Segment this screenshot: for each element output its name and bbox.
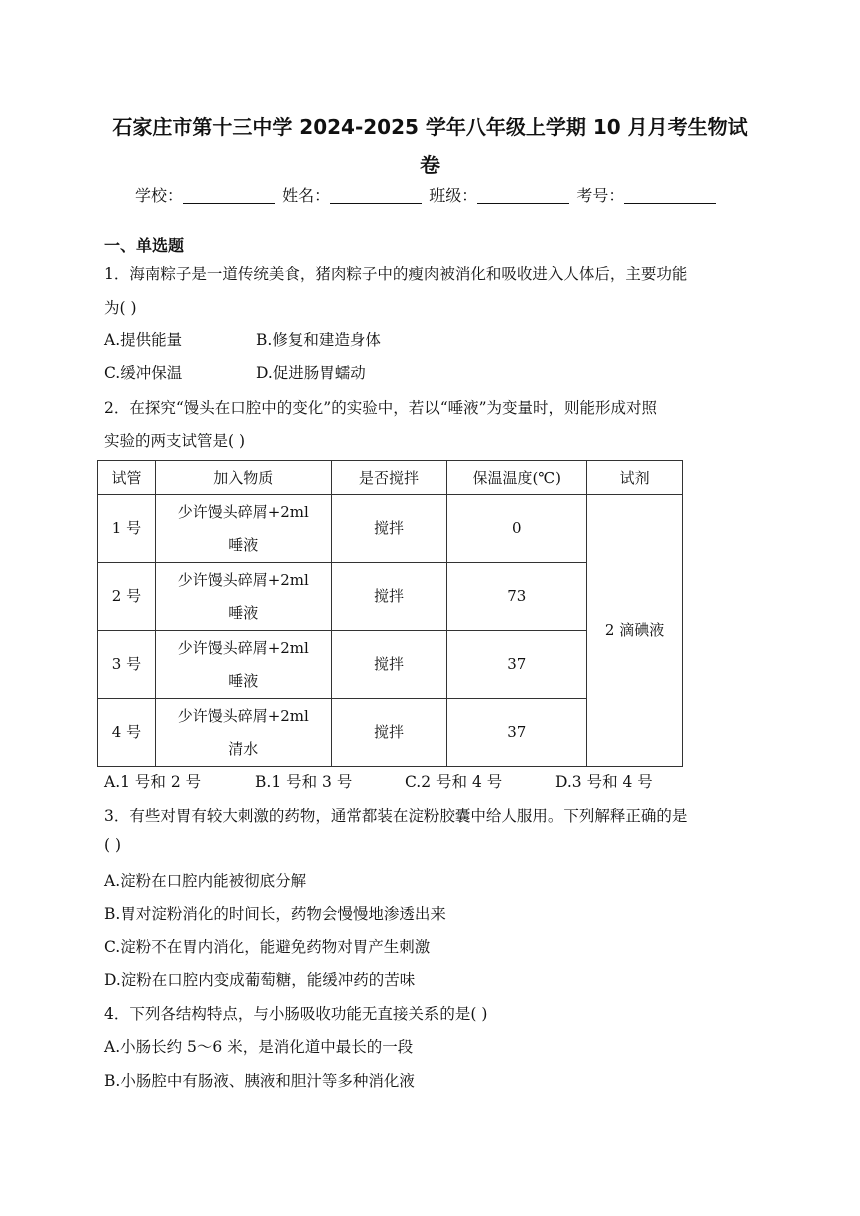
q1-option-d: D.促进肠胃蠕动 [256, 364, 366, 382]
temperature-cell: 0 [447, 495, 587, 563]
q1-stem-line-2: 为( ) [104, 299, 137, 317]
substance-cell: 少许馒头碎屑+2ml 清水 [155, 699, 331, 767]
header-substance: 加入物质 [155, 461, 331, 495]
q3-option-c: C.淀粉不在胃内消化，能避免药物对胃产生刺激 [104, 938, 431, 956]
q2-option-c: C.2 号和 4 号 [405, 773, 503, 791]
q4-option-b: B.小肠腔中有肠液、胰液和胆汁等多种消化液 [104, 1072, 415, 1090]
stir-cell: 搅拌 [331, 631, 447, 699]
q2-option-b: B.1 号和 3 号 [255, 773, 353, 791]
q1-option-c: C.缓冲保温 [104, 364, 183, 382]
q4-stem-line-1: 4．下列各结构特点，与小肠吸收功能无直接关系的是( ) [104, 1005, 488, 1023]
stir-cell: 搅拌 [331, 699, 447, 767]
q2-stem-line-2: 实验的两支试管是( ) [104, 432, 246, 450]
table-header-row [98, 461, 683, 495]
q1-stem-line-1: 1．海南粽子是一道传统美食，猪肉粽子中的瘦肉被消化和吸收进入人体后，主要功能 [104, 265, 688, 283]
name-label: 姓名： [282, 186, 331, 205]
q2-option-a: A.1 号和 2 号 [104, 773, 202, 791]
number-label: 考号： [576, 186, 625, 205]
title-line-1: 石家庄市第十三中学 2024-2025 学年八年级上学期 10 月月考生物试 [112, 115, 748, 139]
tube-cell: 4 号 [98, 699, 156, 767]
temperature-cell: 73 [447, 563, 587, 631]
q4-option-a: A.小肠长约 5～6 米，是消化道中最长的一段 [104, 1038, 414, 1056]
header-tube: 试管 [98, 461, 156, 495]
q3-option-d: D.淀粉在口腔内变成葡萄糖，能缓冲药的苦味 [104, 971, 416, 989]
temperature-cell: 37 [447, 699, 587, 767]
stir-cell: 搅拌 [331, 563, 447, 631]
tube-cell: 1 号 [98, 495, 156, 563]
substance-cell: 少许馒头碎屑+2ml 唾液 [155, 495, 331, 563]
stir-cell: 搅拌 [331, 495, 447, 563]
class-blank[interactable] [477, 187, 569, 204]
title-line-2: 卷 [420, 153, 440, 177]
temperature-cell: 37 [447, 631, 587, 699]
name-blank[interactable] [330, 187, 422, 204]
header-stir: 是否搅拌 [331, 461, 447, 495]
header-reagent: 试剂 [587, 461, 683, 495]
q3-stem-line-2: ( ) [104, 836, 122, 854]
q1-option-b: B.修复和建造身体 [256, 331, 381, 349]
q3-option-a: A.淀粉在口腔内能被彻底分解 [104, 872, 307, 890]
section-heading: 一、单选题 [104, 236, 185, 255]
header-temperature: 保温温度(℃) [447, 461, 587, 495]
q3-stem-line-1: 3．有些对胃有较大刺激的药物，通常都装在淀粉胶囊中给人服用。下列解释正确的是 [104, 807, 688, 825]
reagent-cell: 2 滴碘液 [587, 495, 683, 767]
experiment-table [97, 460, 683, 767]
tube-cell: 2 号 [98, 563, 156, 631]
q2-option-d: D.3 号和 4 号 [555, 773, 653, 791]
student-info-row [135, 183, 718, 206]
school-label: 学校： [135, 186, 184, 205]
table-row [98, 495, 683, 563]
substance-cell: 少许馒头碎屑+2ml 唾液 [155, 631, 331, 699]
tube-cell: 3 号 [98, 631, 156, 699]
exam-title [100, 108, 760, 184]
number-blank[interactable] [624, 187, 716, 204]
q3-option-b: B.胃对淀粉消化的时间长，药物会慢慢地渗透出来 [104, 905, 446, 923]
q1-option-a: A.提供能量 [104, 331, 183, 349]
q2-stem-line-1: 2．在探究“馒头在口腔中的变化”的实验中，若以“唾液”为变量时，则能形成对照 [104, 399, 658, 417]
class-label: 班级： [429, 186, 478, 205]
school-blank[interactable] [183, 187, 275, 204]
substance-cell: 少许馒头碎屑+2ml 唾液 [155, 563, 331, 631]
